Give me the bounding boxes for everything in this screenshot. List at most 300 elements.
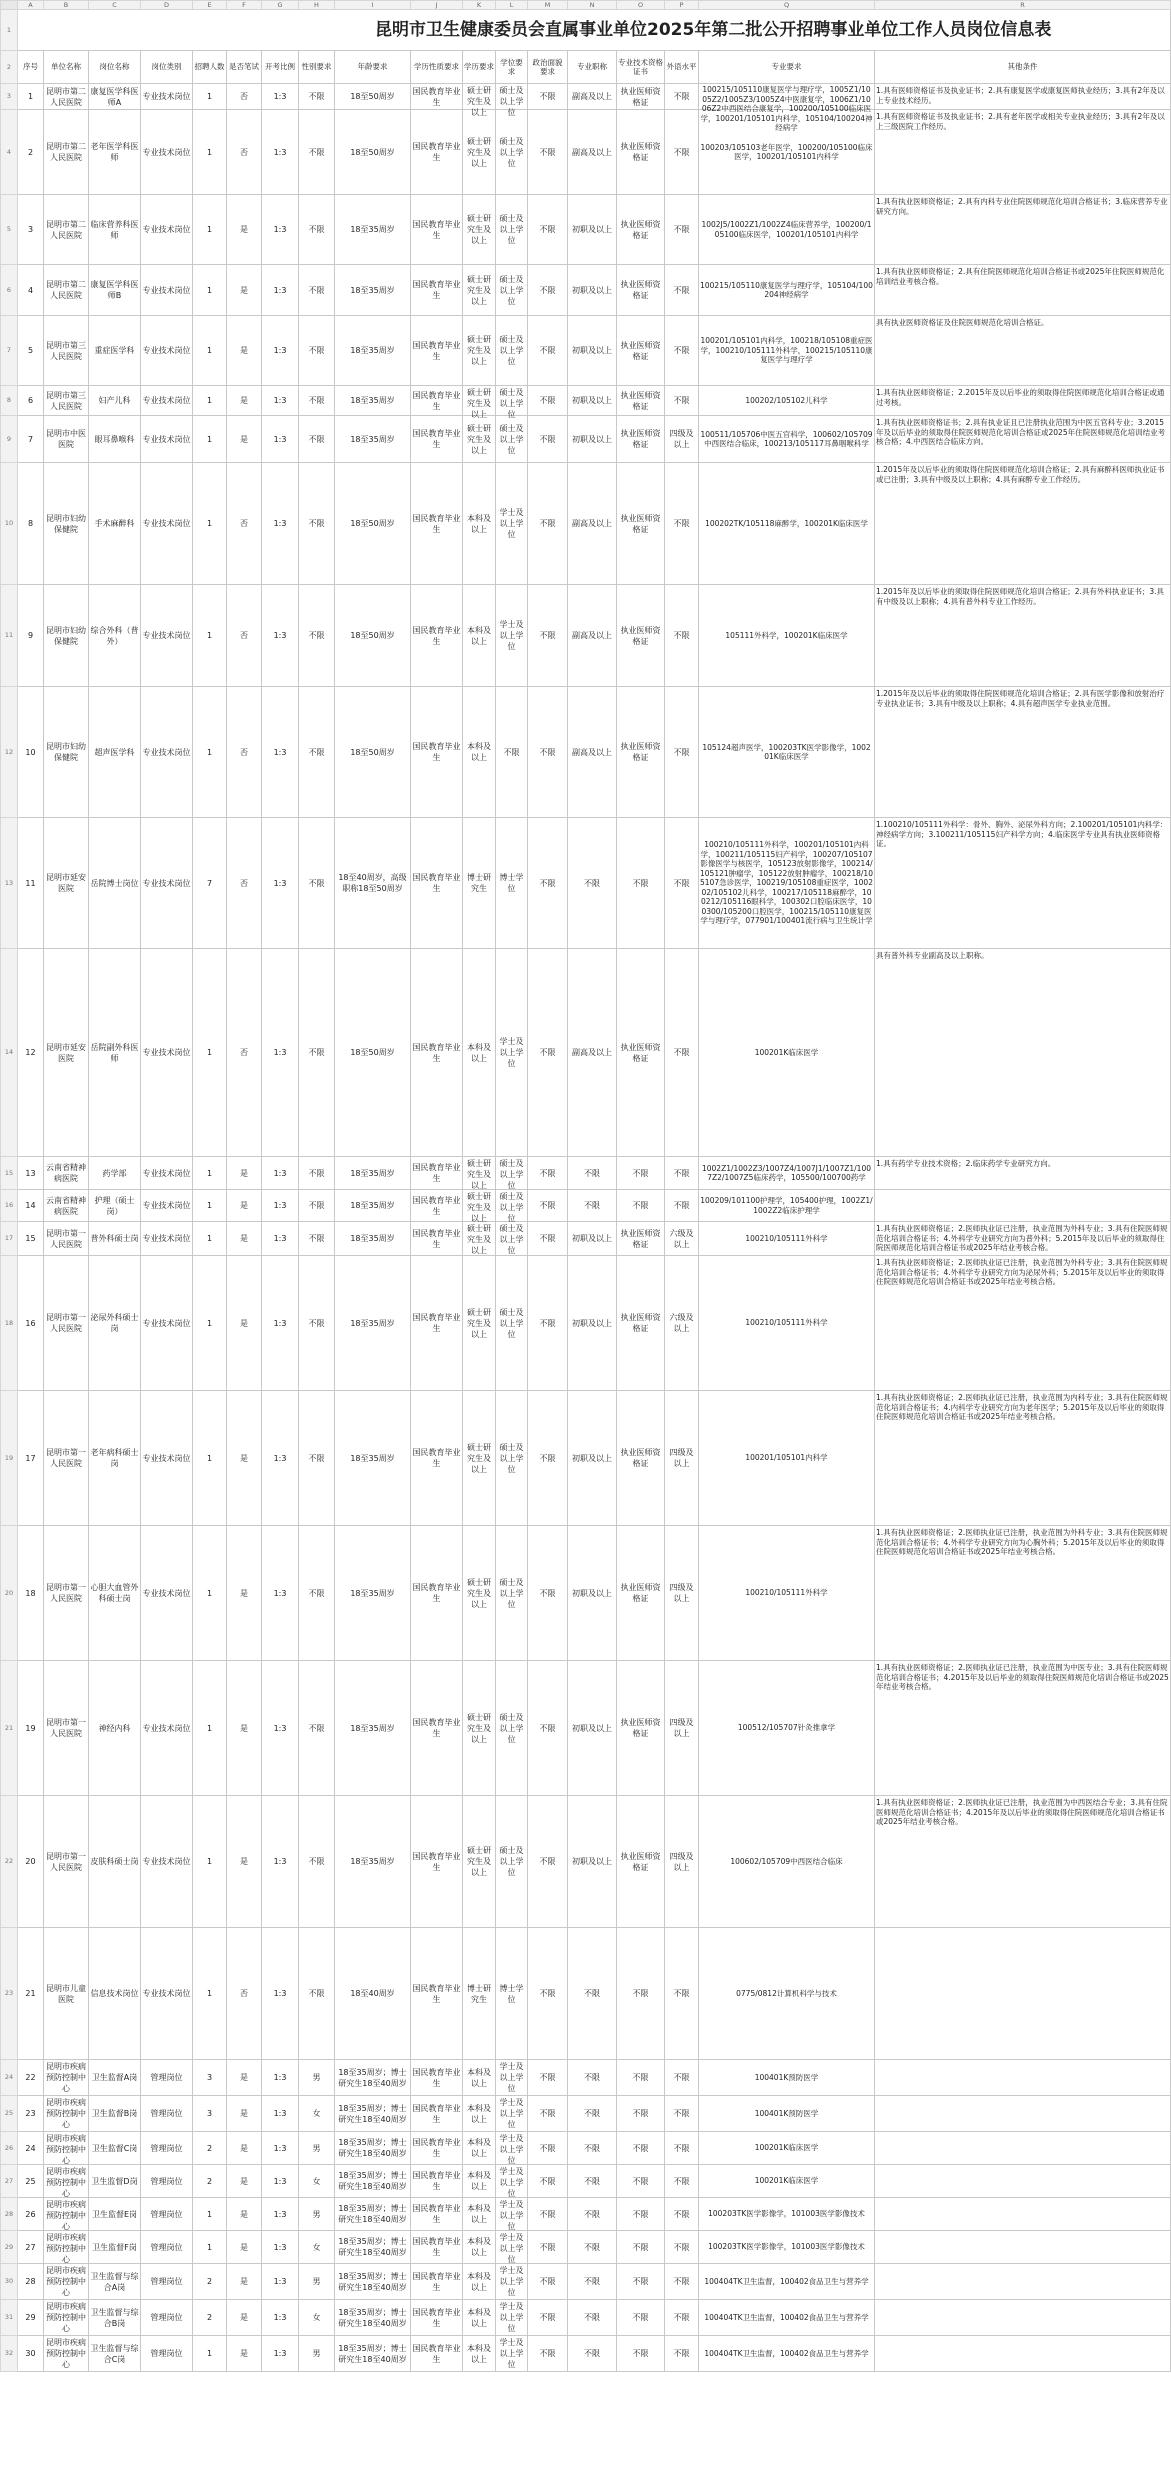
table-cell[interactable]	[875, 2300, 1171, 2336]
row-number[interactable]: 29	[1, 2231, 18, 2264]
table-cell[interactable]	[875, 265, 1171, 316]
table-cell[interactable]	[875, 949, 1171, 1157]
table-cell[interactable]	[141, 1526, 193, 1661]
table-cell[interactable]	[193, 1661, 227, 1796]
table-cell[interactable]	[193, 2300, 227, 2336]
table-cell[interactable]	[193, 2096, 227, 2132]
table-cell[interactable]	[496, 2132, 528, 2165]
table-cell[interactable]	[617, 463, 665, 585]
table-cell[interactable]	[193, 2264, 227, 2300]
table-cell[interactable]	[568, 1256, 617, 1391]
table-cell[interactable]	[262, 2336, 299, 2372]
table-cell[interactable]	[44, 316, 89, 386]
table-cell[interactable]	[463, 2096, 496, 2132]
table-cell[interactable]	[568, 386, 617, 416]
table-cell[interactable]	[193, 195, 227, 265]
table-cell[interactable]	[18, 2198, 44, 2231]
table-cell[interactable]	[44, 2300, 89, 2336]
table-cell[interactable]	[411, 1256, 463, 1391]
table-cell[interactable]	[463, 2198, 496, 2231]
table-cell[interactable]	[496, 585, 528, 687]
table-cell[interactable]	[44, 2165, 89, 2198]
table-cell[interactable]	[411, 416, 463, 463]
table-cell[interactable]	[193, 1222, 227, 1256]
table-cell[interactable]	[875, 2060, 1171, 2096]
table-cell[interactable]	[89, 195, 141, 265]
table-cell[interactable]	[141, 195, 193, 265]
table-cell[interactable]	[44, 1796, 89, 1928]
table-cell[interactable]	[528, 818, 568, 949]
table-cell[interactable]	[617, 1796, 665, 1928]
table-cell[interactable]	[262, 949, 299, 1157]
table-cell[interactable]	[617, 585, 665, 687]
table-cell[interactable]	[665, 687, 699, 818]
table-cell[interactable]	[411, 1661, 463, 1796]
table-cell[interactable]	[141, 1157, 193, 1190]
table-cell[interactable]	[299, 1190, 335, 1222]
table-cell[interactable]	[463, 316, 496, 386]
table-cell[interactable]	[875, 386, 1171, 416]
table-cell[interactable]	[227, 818, 262, 949]
table-cell[interactable]	[227, 2336, 262, 2372]
table-cell[interactable]	[262, 1928, 299, 2060]
header-cell[interactable]: 政治面貌要求	[528, 51, 568, 84]
table-cell[interactable]	[496, 2264, 528, 2300]
table-cell[interactable]	[699, 2198, 875, 2231]
table-cell[interactable]	[617, 316, 665, 386]
table-cell[interactable]	[496, 1796, 528, 1928]
table-cell[interactable]	[411, 265, 463, 316]
table-cell[interactable]	[89, 463, 141, 585]
table-cell[interactable]	[89, 949, 141, 1157]
table-cell[interactable]	[496, 316, 528, 386]
table-cell[interactable]	[141, 2132, 193, 2165]
table-cell[interactable]	[699, 2060, 875, 2096]
table-cell[interactable]	[193, 2198, 227, 2231]
table-cell[interactable]	[141, 316, 193, 386]
table-cell[interactable]	[528, 687, 568, 818]
table-cell[interactable]	[262, 2264, 299, 2300]
column-letter-P[interactable]: P	[665, 1, 699, 10]
table-cell[interactable]	[411, 2132, 463, 2165]
table-cell[interactable]	[617, 2264, 665, 2300]
table-cell[interactable]	[528, 416, 568, 463]
table-cell[interactable]	[665, 2132, 699, 2165]
table-cell[interactable]	[44, 2096, 89, 2132]
table-cell[interactable]	[411, 1391, 463, 1526]
row-number[interactable]: 16	[1, 1190, 18, 1222]
table-cell[interactable]	[44, 1222, 89, 1256]
table-cell[interactable]	[568, 1661, 617, 1796]
table-cell[interactable]	[262, 687, 299, 818]
table-cell[interactable]	[193, 316, 227, 386]
table-cell[interactable]	[463, 2300, 496, 2336]
table-cell[interactable]	[875, 1391, 1171, 1526]
table-cell[interactable]	[699, 818, 875, 949]
table-cell[interactable]	[496, 2231, 528, 2264]
table-cell[interactable]	[335, 1928, 411, 2060]
table-cell[interactable]	[463, 265, 496, 316]
table-cell[interactable]	[463, 585, 496, 687]
table-cell[interactable]	[335, 84, 411, 110]
table-cell[interactable]	[568, 2132, 617, 2165]
table-cell[interactable]	[299, 2198, 335, 2231]
table-cell[interactable]	[335, 2300, 411, 2336]
table-cell[interactable]	[463, 1222, 496, 1256]
table-cell[interactable]	[617, 1661, 665, 1796]
header-cell[interactable]: 性别要求	[299, 51, 335, 84]
table-cell[interactable]	[262, 1222, 299, 1256]
table-cell[interactable]	[89, 2336, 141, 2372]
table-cell[interactable]	[617, 1391, 665, 1526]
table-cell[interactable]	[193, 1190, 227, 1222]
column-letter-H[interactable]: H	[299, 1, 335, 10]
table-cell[interactable]	[335, 2096, 411, 2132]
table-cell[interactable]	[89, 316, 141, 386]
table-cell[interactable]	[299, 110, 335, 195]
table-cell[interactable]	[262, 2060, 299, 2096]
table-cell[interactable]	[617, 818, 665, 949]
table-cell[interactable]	[227, 1222, 262, 1256]
table-cell[interactable]	[665, 316, 699, 386]
table-cell[interactable]	[411, 585, 463, 687]
table-cell[interactable]	[665, 2198, 699, 2231]
table-cell[interactable]	[89, 1796, 141, 1928]
table-cell[interactable]	[227, 1928, 262, 2060]
row-number[interactable]: 18	[1, 1256, 18, 1391]
row-number[interactable]: 15	[1, 1157, 18, 1190]
table-cell[interactable]	[875, 1190, 1171, 1222]
table-cell[interactable]	[18, 463, 44, 585]
table-cell[interactable]	[89, 2165, 141, 2198]
table-cell[interactable]	[18, 1222, 44, 1256]
table-cell[interactable]	[227, 2096, 262, 2132]
table-cell[interactable]	[18, 416, 44, 463]
table-cell[interactable]	[44, 2060, 89, 2096]
table-cell[interactable]	[665, 265, 699, 316]
table-cell[interactable]	[44, 463, 89, 585]
table-cell[interactable]	[299, 1256, 335, 1391]
table-cell[interactable]	[299, 2231, 335, 2264]
header-cell[interactable]: 专业职称	[568, 51, 617, 84]
table-cell[interactable]	[665, 2096, 699, 2132]
table-cell[interactable]	[617, 1222, 665, 1256]
table-cell[interactable]	[496, 1661, 528, 1796]
table-cell[interactable]	[262, 2132, 299, 2165]
table-cell[interactable]	[617, 1526, 665, 1661]
column-letter-R[interactable]: R	[875, 1, 1171, 10]
table-cell[interactable]	[875, 1256, 1171, 1391]
table-cell[interactable]	[411, 463, 463, 585]
table-cell[interactable]	[299, 585, 335, 687]
table-cell[interactable]	[44, 1391, 89, 1526]
table-cell[interactable]	[262, 2165, 299, 2198]
table-cell[interactable]	[699, 416, 875, 463]
table-cell[interactable]	[299, 386, 335, 416]
row-number[interactable]: 17	[1, 1222, 18, 1256]
table-cell[interactable]	[18, 110, 44, 195]
table-cell[interactable]	[463, 1796, 496, 1928]
table-cell[interactable]	[193, 1796, 227, 1928]
table-cell[interactable]	[411, 949, 463, 1157]
table-cell[interactable]	[528, 110, 568, 195]
table-cell[interactable]	[875, 1796, 1171, 1928]
table-cell[interactable]	[496, 2300, 528, 2336]
table-cell[interactable]	[665, 2336, 699, 2372]
table-cell[interactable]	[568, 1222, 617, 1256]
table-cell[interactable]	[528, 316, 568, 386]
header-cell[interactable]: 年龄要求	[335, 51, 411, 84]
table-cell[interactable]	[463, 463, 496, 585]
table-cell[interactable]	[875, 2165, 1171, 2198]
table-cell[interactable]	[262, 1526, 299, 1661]
table-cell[interactable]	[699, 1256, 875, 1391]
table-cell[interactable]	[875, 585, 1171, 687]
table-cell[interactable]	[665, 2264, 699, 2300]
table-cell[interactable]	[141, 2198, 193, 2231]
table-cell[interactable]	[463, 1157, 496, 1190]
table-cell[interactable]	[568, 949, 617, 1157]
table-cell[interactable]	[463, 1256, 496, 1391]
table-cell[interactable]	[875, 416, 1171, 463]
table-cell[interactable]	[335, 2132, 411, 2165]
table-cell[interactable]	[411, 1796, 463, 1928]
table-cell[interactable]	[528, 1190, 568, 1222]
table-cell[interactable]	[665, 949, 699, 1157]
table-cell[interactable]	[89, 2264, 141, 2300]
table-cell[interactable]	[89, 416, 141, 463]
table-cell[interactable]	[18, 949, 44, 1157]
table-cell[interactable]	[335, 2231, 411, 2264]
row-number[interactable]: 28	[1, 2198, 18, 2231]
table-cell[interactable]	[699, 2336, 875, 2372]
table-cell[interactable]	[89, 1661, 141, 1796]
table-cell[interactable]	[528, 463, 568, 585]
table-cell[interactable]	[528, 1526, 568, 1661]
table-cell[interactable]	[262, 1190, 299, 1222]
table-cell[interactable]	[496, 1526, 528, 1661]
table-cell[interactable]	[568, 1526, 617, 1661]
table-cell[interactable]	[335, 687, 411, 818]
table-cell[interactable]	[18, 2060, 44, 2096]
header-cell[interactable]: 序号	[18, 51, 44, 84]
table-cell[interactable]	[193, 2231, 227, 2264]
table-cell[interactable]	[617, 1928, 665, 2060]
table-cell[interactable]	[262, 1796, 299, 1928]
table-cell[interactable]	[227, 2300, 262, 2336]
table-cell[interactable]	[227, 1391, 262, 1526]
table-cell[interactable]	[262, 416, 299, 463]
table-cell[interactable]	[299, 1391, 335, 1526]
table-cell[interactable]	[262, 1661, 299, 1796]
table-cell[interactable]	[568, 1157, 617, 1190]
table-cell[interactable]	[665, 1661, 699, 1796]
table-cell[interactable]	[44, 2231, 89, 2264]
table-cell[interactable]	[568, 1190, 617, 1222]
table-cell[interactable]	[463, 1190, 496, 1222]
table-cell[interactable]	[617, 2096, 665, 2132]
table-cell[interactable]	[568, 2165, 617, 2198]
table-cell[interactable]	[44, 2264, 89, 2300]
table-cell[interactable]	[18, 585, 44, 687]
table-cell[interactable]	[227, 2198, 262, 2231]
table-cell[interactable]	[299, 949, 335, 1157]
header-cell[interactable]: 外语水平	[665, 51, 699, 84]
table-cell[interactable]	[665, 84, 699, 110]
table-cell[interactable]	[193, 416, 227, 463]
table-cell[interactable]	[411, 2300, 463, 2336]
table-cell[interactable]	[496, 386, 528, 419]
column-letter-L[interactable]: L	[496, 1, 528, 10]
table-cell[interactable]	[528, 84, 568, 110]
table-cell[interactable]	[617, 2165, 665, 2198]
table-cell[interactable]	[875, 316, 1171, 386]
table-cell[interactable]	[193, 818, 227, 949]
table-cell[interactable]	[699, 265, 875, 316]
table-cell[interactable]	[568, 265, 617, 316]
table-cell[interactable]	[89, 1256, 141, 1391]
table-cell[interactable]	[141, 2096, 193, 2132]
row-number[interactable]: 31	[1, 2300, 18, 2336]
table-cell[interactable]	[699, 1391, 875, 1526]
table-cell[interactable]	[496, 949, 528, 1157]
table-cell[interactable]	[299, 416, 335, 463]
table-cell[interactable]	[89, 2132, 141, 2165]
header-cell[interactable]: 招聘人数	[193, 51, 227, 84]
table-cell[interactable]	[89, 585, 141, 687]
table-cell[interactable]	[141, 1190, 193, 1222]
row-number[interactable]: 21	[1, 1661, 18, 1796]
table-cell[interactable]	[875, 2132, 1171, 2165]
table-cell[interactable]	[89, 2060, 141, 2096]
table-cell[interactable]	[699, 463, 875, 585]
table-cell[interactable]	[699, 2096, 875, 2132]
table-cell[interactable]	[665, 1391, 699, 1526]
table-cell[interactable]	[875, 110, 1171, 195]
table-cell[interactable]	[463, 2165, 496, 2198]
table-cell[interactable]	[141, 1391, 193, 1526]
table-cell[interactable]	[617, 84, 665, 110]
table-cell[interactable]	[463, 416, 496, 463]
table-cell[interactable]	[44, 265, 89, 316]
table-cell[interactable]	[528, 1256, 568, 1391]
table-cell[interactable]	[227, 316, 262, 386]
table-cell[interactable]	[227, 1526, 262, 1661]
table-cell[interactable]	[411, 1190, 463, 1222]
table-cell[interactable]	[665, 110, 699, 195]
table-cell[interactable]	[617, 416, 665, 463]
table-cell[interactable]	[193, 1256, 227, 1391]
header-cell[interactable]: 专业要求	[699, 51, 875, 84]
table-cell[interactable]	[496, 2198, 528, 2231]
table-cell[interactable]	[141, 84, 193, 110]
table-cell[interactable]	[44, 818, 89, 949]
table-cell[interactable]	[528, 1661, 568, 1796]
table-cell[interactable]	[568, 2198, 617, 2231]
table-cell[interactable]	[496, 110, 528, 195]
table-cell[interactable]	[528, 2132, 568, 2165]
table-cell[interactable]	[18, 2231, 44, 2264]
table-cell[interactable]	[665, 585, 699, 687]
table-cell[interactable]	[617, 1256, 665, 1391]
table-cell[interactable]	[568, 1391, 617, 1526]
table-cell[interactable]	[699, 1661, 875, 1796]
table-cell[interactable]	[665, 1190, 699, 1222]
table-cell[interactable]	[299, 2336, 335, 2372]
table-cell[interactable]	[227, 1190, 262, 1222]
table-cell[interactable]	[299, 687, 335, 818]
table-cell[interactable]	[262, 1391, 299, 1526]
table-cell[interactable]	[18, 316, 44, 386]
table-cell[interactable]	[699, 1526, 875, 1661]
table-cell[interactable]	[496, 1391, 528, 1526]
table-cell[interactable]	[227, 949, 262, 1157]
table-cell[interactable]	[227, 2132, 262, 2165]
table-cell[interactable]	[227, 2231, 262, 2264]
table-cell[interactable]	[463, 2336, 496, 2372]
table-cell[interactable]	[411, 2231, 463, 2264]
table-cell[interactable]	[568, 2336, 617, 2372]
table-cell[interactable]	[141, 2336, 193, 2372]
table-cell[interactable]	[568, 416, 617, 463]
table-cell[interactable]	[496, 1928, 528, 2060]
table-cell[interactable]	[411, 2198, 463, 2231]
table-cell[interactable]	[528, 1391, 568, 1526]
table-cell[interactable]	[463, 1391, 496, 1526]
table-cell[interactable]	[528, 1157, 568, 1190]
table-cell[interactable]	[262, 2231, 299, 2264]
row-number[interactable]: 6	[1, 265, 18, 316]
table-cell[interactable]	[299, 463, 335, 585]
table-cell[interactable]	[699, 1796, 875, 1928]
row-number[interactable]: 27	[1, 2165, 18, 2198]
table-cell[interactable]	[262, 2198, 299, 2231]
table-cell[interactable]	[44, 195, 89, 265]
table-cell[interactable]	[262, 2300, 299, 2336]
table-cell[interactable]	[44, 416, 89, 463]
table-cell[interactable]	[44, 1526, 89, 1661]
table-cell[interactable]	[299, 2264, 335, 2300]
table-cell[interactable]	[875, 2231, 1171, 2264]
table-cell[interactable]	[463, 2060, 496, 2096]
table-cell[interactable]	[227, 416, 262, 463]
table-cell[interactable]	[227, 1157, 262, 1190]
table-cell[interactable]	[496, 1222, 528, 1256]
table-cell[interactable]	[335, 1796, 411, 1928]
table-cell[interactable]	[411, 2336, 463, 2372]
table-cell[interactable]	[496, 2096, 528, 2132]
table-cell[interactable]	[299, 2165, 335, 2198]
table-cell[interactable]	[411, 2060, 463, 2096]
table-cell[interactable]	[141, 1256, 193, 1391]
header-cell[interactable]: 其他条件	[875, 51, 1171, 84]
row-number[interactable]: 12	[1, 687, 18, 818]
table-cell[interactable]	[496, 1256, 528, 1391]
table-cell[interactable]	[699, 1928, 875, 2060]
table-cell[interactable]	[665, 1256, 699, 1391]
row-number[interactable]: 22	[1, 1796, 18, 1928]
table-cell[interactable]	[18, 386, 44, 416]
table-cell[interactable]	[665, 1526, 699, 1661]
column-letter-M[interactable]: M	[528, 1, 568, 10]
table-cell[interactable]	[18, 2336, 44, 2372]
table-cell[interactable]	[89, 1526, 141, 1661]
table-cell[interactable]	[335, 110, 411, 195]
table-cell[interactable]	[617, 265, 665, 316]
table-cell[interactable]	[141, 2165, 193, 2198]
table-cell[interactable]	[18, 2096, 44, 2132]
table-cell[interactable]	[335, 2336, 411, 2372]
